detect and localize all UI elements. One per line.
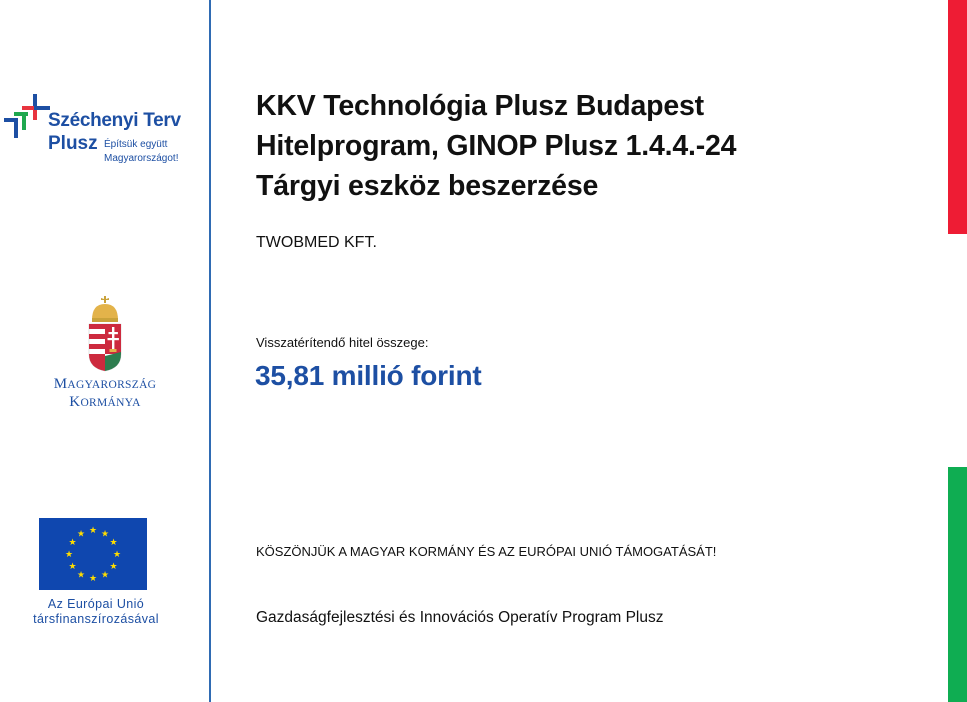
title-line-2: Hitelprogram, GINOP Plusz 1.4.4.-24 bbox=[256, 130, 737, 162]
government-name-line-2: KORMÁNYA bbox=[69, 394, 141, 410]
eu-flag-icon bbox=[39, 518, 147, 590]
svg-text:★: ★ bbox=[76, 570, 86, 581]
szechenyi-plusz: Plusz bbox=[48, 133, 98, 154]
flag-stripe-green bbox=[948, 467, 967, 702]
loan-amount-label: Visszatérítendő hitel összege: bbox=[256, 335, 429, 350]
svg-text:★: ★ bbox=[109, 538, 118, 548]
government-name bbox=[20, 376, 190, 412]
svg-text:★: ★ bbox=[64, 550, 74, 560]
svg-text:★: ★ bbox=[68, 562, 77, 572]
svg-text:★: ★ bbox=[76, 529, 86, 540]
szechenyi-terv-logo bbox=[4, 94, 204, 174]
vertical-divider bbox=[209, 0, 211, 702]
eu-caption bbox=[0, 597, 186, 627]
program-name: Gazdaságfejlesztési és Innovációs Operatív Program Plusz bbox=[256, 609, 664, 626]
government-name-line-1: MAGYARORSZÁG bbox=[53, 376, 157, 392]
loan-amount-value: 35,81 millió forint bbox=[255, 360, 482, 391]
svg-text:★: ★ bbox=[68, 538, 77, 548]
eu-caption-line-1: Az Európai Unió bbox=[47, 597, 145, 611]
svg-text:★: ★ bbox=[100, 570, 110, 581]
svg-text:★: ★ bbox=[88, 526, 98, 536]
eu-cofinancing-logo bbox=[0, 518, 186, 627]
project-title bbox=[256, 86, 736, 206]
eu-caption-line-2: társfinanszírozásával bbox=[33, 612, 159, 626]
szechenyi-title: Széchenyi Terv bbox=[48, 110, 181, 131]
beneficiary-company: TWOBMED KFT. bbox=[256, 234, 377, 251]
slogan-line-2: Magyarországot! bbox=[104, 153, 179, 164]
slogan-line-1: Építsük együtt bbox=[104, 139, 168, 150]
title-line-3: Tárgyi eszköz beszerzése bbox=[256, 170, 599, 202]
acknowledgement-text: KÖSZÖNJÜK A MAGYAR KORMÁNY ÉS AZ EURÓPAI UNIÓ TÁMOGATÁSÁT! bbox=[256, 544, 717, 559]
title-line-1: KKV Technológia Plusz Budapest bbox=[256, 90, 704, 122]
svg-text:★: ★ bbox=[100, 529, 110, 540]
szechenyi-cross-icon bbox=[4, 94, 50, 140]
flag-stripe-red bbox=[948, 0, 967, 234]
coat-of-arms-icon bbox=[87, 296, 123, 372]
svg-text:★: ★ bbox=[112, 550, 122, 560]
szechenyi-slogan bbox=[104, 138, 178, 166]
hungarian-government-logo bbox=[20, 296, 190, 412]
svg-text:★: ★ bbox=[88, 574, 98, 584]
svg-text:★: ★ bbox=[109, 562, 118, 572]
